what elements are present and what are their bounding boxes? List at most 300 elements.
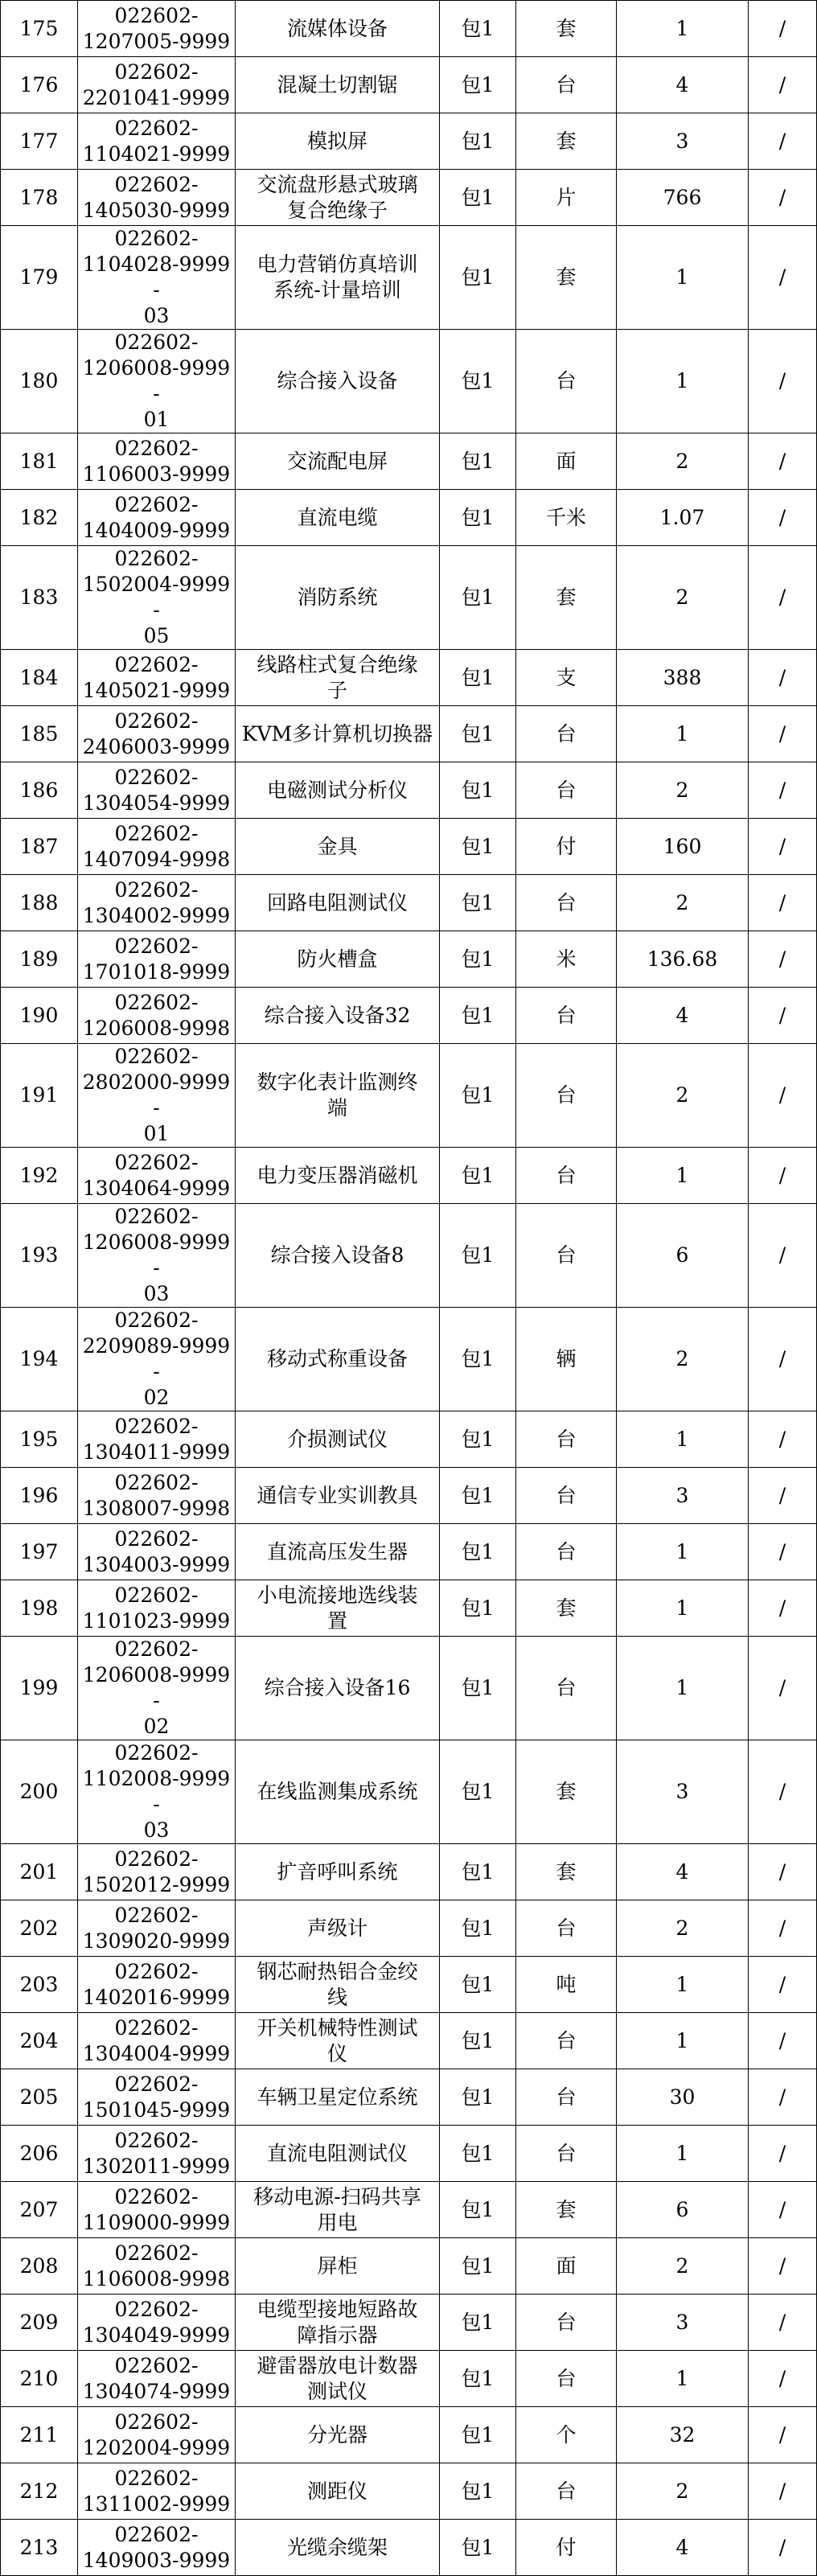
unit-cell: 台 [516, 57, 617, 113]
package-cell: 包1 [440, 57, 516, 113]
item-name-cell: 消防系统 [236, 546, 440, 650]
table-row [1, 1148, 817, 1204]
item-name-cell: 测距仪 [236, 2463, 440, 2520]
unit-cell: 台 [516, 1524, 617, 1580]
note-cell: / [749, 2182, 817, 2238]
item-code-cell: 022602- 1501045-9999 [78, 2069, 236, 2126]
unit-cell: 面 [516, 433, 617, 490]
package-cell: 包1 [440, 2069, 516, 2126]
quantity-cell: 3 [617, 2295, 749, 2351]
row-number-cell: 213 [1, 2520, 78, 2576]
unit-cell: 台 [516, 1468, 617, 1524]
row-number-cell: 176 [1, 57, 78, 113]
table-row [1, 1, 817, 57]
table-row [1, 1411, 817, 1468]
quantity-cell: 1 [617, 1580, 749, 1637]
table-row [1, 2407, 817, 2463]
table-row [1, 762, 817, 819]
row-number-cell: 188 [1, 875, 78, 931]
unit-cell: 台 [516, 1637, 617, 1740]
table-row [1, 546, 817, 650]
table-row [1, 2520, 817, 2576]
item-code-cell: 022602- 1304004-9999 [78, 2013, 236, 2069]
table-body [1, 1, 817, 2576]
item-name-cell: 数字化表计监测终 端 [236, 1044, 440, 1148]
item-name-cell: 在线监测集成系统 [236, 1740, 440, 1844]
package-cell: 包1 [440, 433, 516, 490]
item-code-cell: 022602- 1311002-9999 [78, 2463, 236, 2520]
item-code-cell: 022602- 1701018-9999 [78, 931, 236, 988]
package-cell: 包1 [440, 113, 516, 170]
quantity-cell: 2 [617, 1900, 749, 1957]
quantity-cell: 1 [617, 226, 749, 330]
quantity-cell: 1 [617, 1957, 749, 2013]
row-number-cell: 194 [1, 1308, 78, 1411]
item-code-cell: 022602- 1101023-9999 [78, 1580, 236, 1637]
item-name-cell: 综合接入设备8 [236, 1204, 440, 1308]
package-cell: 包1 [440, 1580, 516, 1637]
package-cell: 包1 [440, 170, 516, 226]
row-number-cell: 191 [1, 1044, 78, 1148]
note-cell: / [749, 1411, 817, 1468]
item-name-cell: 钢芯耐热铝合金绞 线 [236, 1957, 440, 2013]
row-number-cell: 190 [1, 988, 78, 1044]
unit-cell: 台 [516, 1044, 617, 1148]
quantity-cell: 30 [617, 2069, 749, 2126]
item-name-cell: 光缆余缆架 [236, 2520, 440, 2576]
item-name-cell: 介损测试仪 [236, 1411, 440, 1468]
note-cell: / [749, 1844, 817, 1900]
package-cell: 包1 [440, 1308, 516, 1411]
quantity-cell: 1 [617, 1637, 749, 1740]
item-name-cell: 综合接入设备16 [236, 1637, 440, 1740]
package-cell: 包1 [440, 1524, 516, 1580]
item-code-cell: 022602- 2201041-9999 [78, 57, 236, 113]
note-cell: / [749, 433, 817, 490]
unit-cell: 付 [516, 819, 617, 875]
quantity-cell: 2 [617, 1308, 749, 1411]
package-cell: 包1 [440, 1957, 516, 2013]
table-row [1, 1637, 817, 1740]
package-cell: 包1 [440, 1148, 516, 1204]
item-code-cell: 022602- 1308007-9998 [78, 1468, 236, 1524]
package-cell: 包1 [440, 931, 516, 988]
unit-cell: 套 [516, 546, 617, 650]
note-cell: / [749, 2126, 817, 2182]
quantity-cell: 2 [617, 2238, 749, 2295]
package-cell: 包1 [440, 1468, 516, 1524]
package-cell: 包1 [440, 2013, 516, 2069]
table-row [1, 490, 817, 546]
row-number-cell: 212 [1, 2463, 78, 2520]
item-code-cell: 022602- 2406003-9999 [78, 706, 236, 762]
table-row [1, 2182, 817, 2238]
table-row [1, 931, 817, 988]
note-cell: / [749, 2295, 817, 2351]
item-name-cell: KVM多计算机切换器 [236, 706, 440, 762]
note-cell: / [749, 1468, 817, 1524]
row-number-cell: 196 [1, 1468, 78, 1524]
row-number-cell: 182 [1, 490, 78, 546]
package-cell: 包1 [440, 706, 516, 762]
package-cell: 包1 [440, 2238, 516, 2295]
unit-cell: 米 [516, 931, 617, 988]
note-cell: / [749, 819, 817, 875]
row-number-cell: 206 [1, 2126, 78, 2182]
note-cell: / [749, 2407, 817, 2463]
quantity-cell: 388 [617, 650, 749, 706]
note-cell: / [749, 931, 817, 988]
package-cell: 包1 [440, 2182, 516, 2238]
table-row [1, 1204, 817, 1308]
item-name-cell: 电力变压器消磁机 [236, 1148, 440, 1204]
table-row [1, 226, 817, 330]
row-number-cell: 183 [1, 546, 78, 650]
item-name-cell: 线路柱式复合绝缘 子 [236, 650, 440, 706]
package-cell: 包1 [440, 1740, 516, 1844]
item-name-cell: 综合接入设备32 [236, 988, 440, 1044]
note-cell: / [749, 1148, 817, 1204]
item-name-cell: 直流电阻测试仪 [236, 2126, 440, 2182]
unit-cell: 台 [516, 1411, 617, 1468]
item-code-cell: 022602- 1304003-9999 [78, 1524, 236, 1580]
item-name-cell: 直流高压发生器 [236, 1524, 440, 1580]
note-cell: / [749, 226, 817, 330]
row-number-cell: 195 [1, 1411, 78, 1468]
table-row [1, 1308, 817, 1411]
item-code-cell: 022602- 2802000-9999- 01 [78, 1044, 236, 1148]
package-cell: 包1 [440, 546, 516, 650]
unit-cell: 台 [516, 2126, 617, 2182]
package-cell: 包1 [440, 2463, 516, 2520]
item-code-cell: 022602- 1106003-9999 [78, 433, 236, 490]
item-name-cell: 分光器 [236, 2407, 440, 2463]
package-cell: 包1 [440, 2407, 516, 2463]
item-name-cell: 金具 [236, 819, 440, 875]
note-cell: / [749, 1204, 817, 1308]
item-code-cell: 022602- 1405021-9999 [78, 650, 236, 706]
note-cell: / [749, 650, 817, 706]
table-row [1, 1844, 817, 1900]
table-row [1, 1524, 817, 1580]
row-number-cell: 186 [1, 762, 78, 819]
package-cell: 包1 [440, 1, 516, 57]
unit-cell: 套 [516, 226, 617, 330]
table-row [1, 2463, 817, 2520]
item-name-cell: 直流电缆 [236, 490, 440, 546]
table-row [1, 170, 817, 226]
quantity-cell: 160 [617, 819, 749, 875]
item-name-cell: 开关机械特性测试 仪 [236, 2013, 440, 2069]
package-cell: 包1 [440, 1900, 516, 1957]
quantity-cell: 4 [617, 2520, 749, 2576]
table-row [1, 113, 817, 170]
item-code-cell: 022602- 1404009-9999 [78, 490, 236, 546]
unit-cell: 台 [516, 2069, 617, 2126]
note-cell: / [749, 1637, 817, 1740]
table-row [1, 2013, 817, 2069]
table-row [1, 2295, 817, 2351]
item-name-cell: 移动电源-扫码共享 用电 [236, 2182, 440, 2238]
quantity-cell: 1 [617, 1524, 749, 1580]
package-cell: 包1 [440, 988, 516, 1044]
package-cell: 包1 [440, 330, 516, 433]
table-row [1, 2351, 817, 2407]
row-number-cell: 197 [1, 1524, 78, 1580]
package-cell: 包1 [440, 226, 516, 330]
item-code-cell: 022602- 1106008-9998 [78, 2238, 236, 2295]
table-row [1, 875, 817, 931]
table-row [1, 2069, 817, 2126]
unit-cell: 辆 [516, 1308, 617, 1411]
package-cell: 包1 [440, 1637, 516, 1740]
item-name-cell: 防火槽盒 [236, 931, 440, 988]
item-code-cell: 022602- 1302011-9999 [78, 2126, 236, 2182]
note-cell: / [749, 2520, 817, 2576]
row-number-cell: 208 [1, 2238, 78, 2295]
package-cell: 包1 [440, 2126, 516, 2182]
item-name-cell: 综合接入设备 [236, 330, 440, 433]
unit-cell: 套 [516, 2182, 617, 2238]
quantity-cell: 4 [617, 1844, 749, 1900]
item-code-cell: 022602- 1202004-9999 [78, 2407, 236, 2463]
quantity-cell: 2 [617, 2463, 749, 2520]
item-code-cell: 022602- 1109000-9999 [78, 2182, 236, 2238]
item-code-cell: 022602- 1304002-9999 [78, 875, 236, 931]
row-number-cell: 192 [1, 1148, 78, 1204]
row-number-cell: 211 [1, 2407, 78, 2463]
row-number-cell: 199 [1, 1637, 78, 1740]
unit-cell: 台 [516, 2295, 617, 2351]
item-name-cell: 电力营销仿真培训 系统-计量培训 [236, 226, 440, 330]
note-cell: / [749, 1957, 817, 2013]
row-number-cell: 200 [1, 1740, 78, 1844]
unit-cell: 台 [516, 762, 617, 819]
note-cell: / [749, 988, 817, 1044]
table-row [1, 57, 817, 113]
quantity-cell: 1 [617, 1411, 749, 1468]
note-cell: / [749, 2013, 817, 2069]
note-cell: / [749, 2069, 817, 2126]
item-code-cell: 022602- 1405030-9999 [78, 170, 236, 226]
quantity-cell: 766 [617, 170, 749, 226]
item-code-cell: 022602- 1102008-9999- 03 [78, 1740, 236, 1844]
unit-cell: 台 [516, 1148, 617, 1204]
quantity-cell: 6 [617, 2182, 749, 2238]
package-cell: 包1 [440, 2520, 516, 2576]
item-name-cell: 模拟屏 [236, 113, 440, 170]
quantity-cell: 3 [617, 1740, 749, 1844]
item-name-cell: 移动式称重设备 [236, 1308, 440, 1411]
quantity-cell: 1 [617, 2351, 749, 2407]
quantity-cell: 1 [617, 2126, 749, 2182]
row-number-cell: 175 [1, 1, 78, 57]
row-number-cell: 181 [1, 433, 78, 490]
quantity-cell: 2 [617, 1044, 749, 1148]
row-number-cell: 179 [1, 226, 78, 330]
table-row [1, 706, 817, 762]
item-name-cell: 交流配电屏 [236, 433, 440, 490]
item-name-cell: 回路电阻测试仪 [236, 875, 440, 931]
row-number-cell: 180 [1, 330, 78, 433]
row-number-cell: 178 [1, 170, 78, 226]
note-cell: / [749, 1044, 817, 1148]
note-cell: / [749, 1, 817, 57]
item-name-cell: 声级计 [236, 1900, 440, 1957]
unit-cell: 吨 [516, 1957, 617, 2013]
quantity-cell: 4 [617, 57, 749, 113]
item-code-cell: 022602- 1402016-9999 [78, 1957, 236, 2013]
package-cell: 包1 [440, 1411, 516, 1468]
item-name-cell: 避雷器放电计数器 测试仪 [236, 2351, 440, 2407]
item-name-cell: 电磁测试分析仪 [236, 762, 440, 819]
item-code-cell: 022602- 1206008-9999- 02 [78, 1637, 236, 1740]
item-code-cell: 022602- 1304064-9999 [78, 1148, 236, 1204]
unit-cell: 套 [516, 1580, 617, 1637]
item-code-cell: 022602- 2209089-9999- 02 [78, 1308, 236, 1411]
item-code-cell: 022602- 1104021-9999 [78, 113, 236, 170]
item-code-cell: 022602- 1104028-9999- 03 [78, 226, 236, 330]
item-code-cell: 022602- 1207005-9999 [78, 1, 236, 57]
item-name-cell: 扩音呼叫系统 [236, 1844, 440, 1900]
item-code-cell: 022602- 1409003-9999 [78, 2520, 236, 2576]
table-row [1, 1900, 817, 1957]
table-row [1, 433, 817, 490]
unit-cell: 付 [516, 2520, 617, 2576]
row-number-cell: 187 [1, 819, 78, 875]
item-name-cell: 混凝土切割锯 [236, 57, 440, 113]
quantity-cell: 32 [617, 2407, 749, 2463]
row-number-cell: 204 [1, 2013, 78, 2069]
note-cell: / [749, 57, 817, 113]
item-name-cell: 小电流接地选线装 置 [236, 1580, 440, 1637]
table-row [1, 819, 817, 875]
table-row [1, 1740, 817, 1844]
unit-cell: 台 [516, 2463, 617, 2520]
package-cell: 包1 [440, 2295, 516, 2351]
row-number-cell: 203 [1, 1957, 78, 2013]
table-row [1, 1957, 817, 2013]
unit-cell: 套 [516, 1844, 617, 1900]
note-cell: / [749, 2351, 817, 2407]
quantity-cell: 4 [617, 988, 749, 1044]
row-number-cell: 207 [1, 2182, 78, 2238]
note-cell: / [749, 1524, 817, 1580]
package-cell: 包1 [440, 819, 516, 875]
table-row [1, 1468, 817, 1524]
unit-cell: 千米 [516, 490, 617, 546]
unit-cell: 台 [516, 330, 617, 433]
package-cell: 包1 [440, 2351, 516, 2407]
unit-cell: 台 [516, 1900, 617, 1957]
note-cell: / [749, 546, 817, 650]
unit-cell: 台 [516, 875, 617, 931]
row-number-cell: 198 [1, 1580, 78, 1637]
item-code-cell: 022602- 1206008-9998 [78, 988, 236, 1044]
quantity-cell: 2 [617, 546, 749, 650]
note-cell: / [749, 706, 817, 762]
note-cell: / [749, 2238, 817, 2295]
table-row [1, 330, 817, 433]
note-cell: / [749, 2463, 817, 2520]
quantity-cell: 1 [617, 706, 749, 762]
table-row [1, 1044, 817, 1148]
item-name-cell: 流媒体设备 [236, 1, 440, 57]
unit-cell: 套 [516, 1740, 617, 1844]
item-code-cell: 022602- 1502012-9999 [78, 1844, 236, 1900]
row-number-cell: 189 [1, 931, 78, 988]
note-cell: / [749, 1900, 817, 1957]
quantity-cell: 1.07 [617, 490, 749, 546]
row-number-cell: 193 [1, 1204, 78, 1308]
unit-cell: 台 [516, 706, 617, 762]
quantity-cell: 1 [617, 330, 749, 433]
table-row [1, 2126, 817, 2182]
quantity-cell: 3 [617, 1468, 749, 1524]
row-number-cell: 201 [1, 1844, 78, 1900]
unit-cell: 套 [516, 113, 617, 170]
unit-cell: 台 [516, 988, 617, 1044]
quantity-cell: 6 [617, 1204, 749, 1308]
table-row [1, 1580, 817, 1637]
row-number-cell: 177 [1, 113, 78, 170]
table-row [1, 988, 817, 1044]
item-name-cell: 交流盘形悬式玻璃 复合绝缘子 [236, 170, 440, 226]
quantity-cell: 2 [617, 433, 749, 490]
item-name-cell: 屏柜 [236, 2238, 440, 2295]
row-number-cell: 210 [1, 2351, 78, 2407]
unit-cell: 个 [516, 2407, 617, 2463]
quantity-cell: 3 [617, 113, 749, 170]
unit-cell: 套 [516, 1, 617, 57]
unit-cell: 面 [516, 2238, 617, 2295]
item-code-cell: 022602- 1304074-9999 [78, 2351, 236, 2407]
note-cell: / [749, 113, 817, 170]
note-cell: / [749, 762, 817, 819]
table-row [1, 650, 817, 706]
package-cell: 包1 [440, 650, 516, 706]
unit-cell: 台 [516, 2351, 617, 2407]
item-name-cell: 电缆型接地短路故 障指示器 [236, 2295, 440, 2351]
unit-cell: 台 [516, 1204, 617, 1308]
item-code-cell: 022602- 1304011-9999 [78, 1411, 236, 1468]
row-number-cell: 205 [1, 2069, 78, 2126]
quantity-cell: 136.68 [617, 931, 749, 988]
row-number-cell: 184 [1, 650, 78, 706]
item-code-cell: 022602- 1502004-9999- 05 [78, 546, 236, 650]
item-code-cell: 022602- 1206008-9999- 01 [78, 330, 236, 433]
package-cell: 包1 [440, 875, 516, 931]
quantity-cell: 2 [617, 875, 749, 931]
package-cell: 包1 [440, 1204, 516, 1308]
quantity-cell: 1 [617, 1148, 749, 1204]
package-cell: 包1 [440, 1844, 516, 1900]
item-code-cell: 022602- 1304049-9999 [78, 2295, 236, 2351]
note-cell: / [749, 490, 817, 546]
unit-cell: 台 [516, 2013, 617, 2069]
item-code-cell: 022602- 1304054-9999 [78, 762, 236, 819]
package-cell: 包1 [440, 762, 516, 819]
quantity-cell: 1 [617, 2013, 749, 2069]
item-code-cell: 022602- 1407094-9998 [78, 819, 236, 875]
item-code-cell: 022602- 1309020-9999 [78, 1900, 236, 1957]
table-row [1, 2238, 817, 2295]
note-cell: / [749, 1308, 817, 1411]
package-cell: 包1 [440, 1044, 516, 1148]
unit-cell: 支 [516, 650, 617, 706]
row-number-cell: 209 [1, 2295, 78, 2351]
item-name-cell: 通信专业实训教具 [236, 1468, 440, 1524]
